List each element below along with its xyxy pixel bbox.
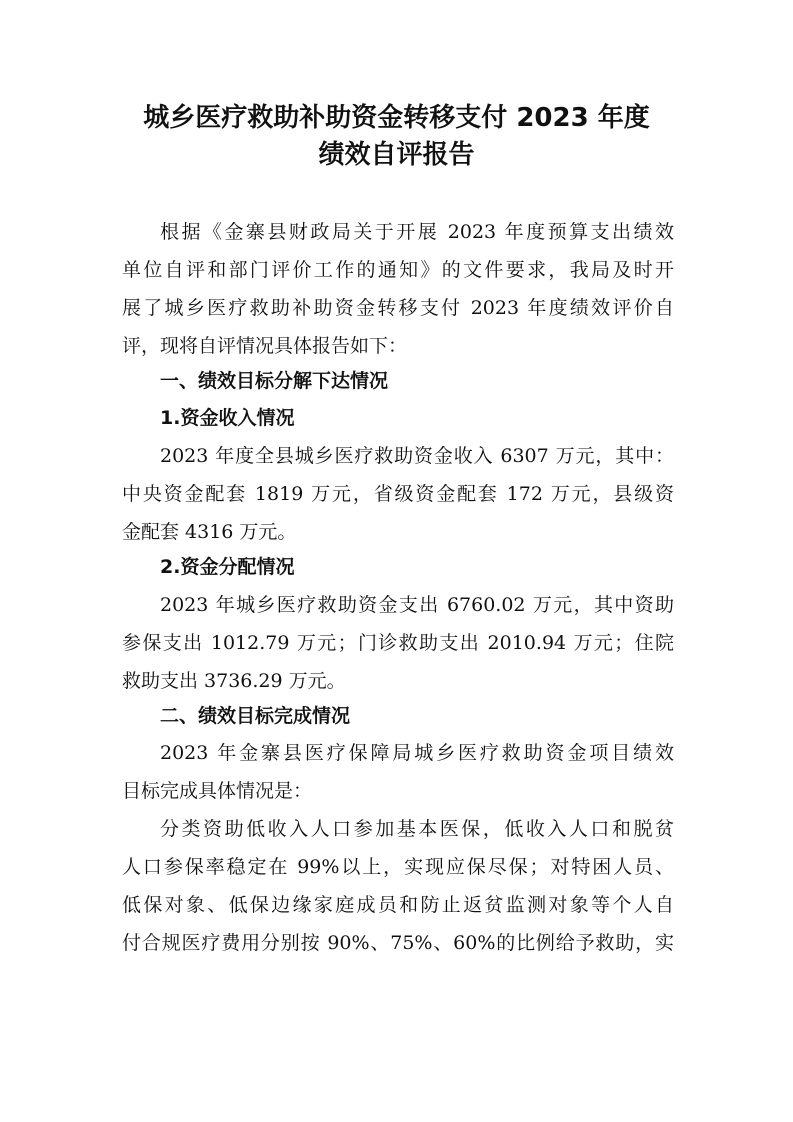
section-2-heading: 二、绩效目标完成情况	[160, 705, 351, 727]
section2-body-line-3: 低保对象、低保边缘家庭成员和防止返贫监测对象等个人自	[122, 894, 674, 916]
section2-body-line-1: 分类资助低收入人口参加基本医保，低收入人口和脱贫	[160, 818, 674, 840]
intro-line-1: 根据《金寨县财政局关于开展 2023 年度预算支出绩效	[160, 221, 674, 243]
section-1-heading: 一、绩效目标分解下达情况	[160, 370, 389, 392]
sub1-line-1: 2023 年度全县城乡医疗救助资金收入 6307 万元，其中：	[160, 445, 674, 467]
section2-intro-line-1: 2023 年金寨县医疗保障局城乡医疗救助资金项目绩效	[160, 742, 674, 764]
report-title-line-2: 绩效自评报告	[318, 140, 475, 170]
report-title-line-1: 城乡医疗救助补助资金转移支付 2023 年度	[143, 103, 650, 133]
sub2-line-2: 参保支出 1012.79 万元；门诊救助支出 2010.94 万元；住院	[122, 632, 674, 654]
intro-line-2: 单位自评和部门评价工作的通知》的文件要求，我局及时开	[122, 259, 674, 281]
section2-body-line-2: 人口参保率稳定在 99%以上，实现应保尽保；对特困人员、	[122, 856, 674, 878]
section2-body-line-4: 付合规医疗费用分别按 90%、75%、60%的比例给予救助，实	[122, 932, 674, 954]
sub1-line-2: 中央资金配套 1819 万元，省级资金配套 172 万元，县级资	[122, 483, 674, 505]
intro-line-4: 评，现将自评情况具体报告如下：	[122, 335, 408, 357]
section2-intro-line-2: 目标完成具体情况是：	[122, 780, 313, 802]
subsection-2-heading: 2.资金分配情况	[160, 556, 295, 578]
sub2-line-3: 救助支出 3736.29 万元。	[122, 670, 346, 692]
intro-line-3: 展了城乡医疗救助补助资金转移支付 2023 年度绩效评价自	[122, 297, 674, 319]
sub2-line-1: 2023 年城乡医疗救助资金支出 6760.02 万元，其中资助	[160, 594, 674, 616]
subsection-1-heading: 1.资金收入情况	[160, 407, 295, 429]
sub1-line-3: 金配套 4316 万元。	[122, 521, 297, 543]
